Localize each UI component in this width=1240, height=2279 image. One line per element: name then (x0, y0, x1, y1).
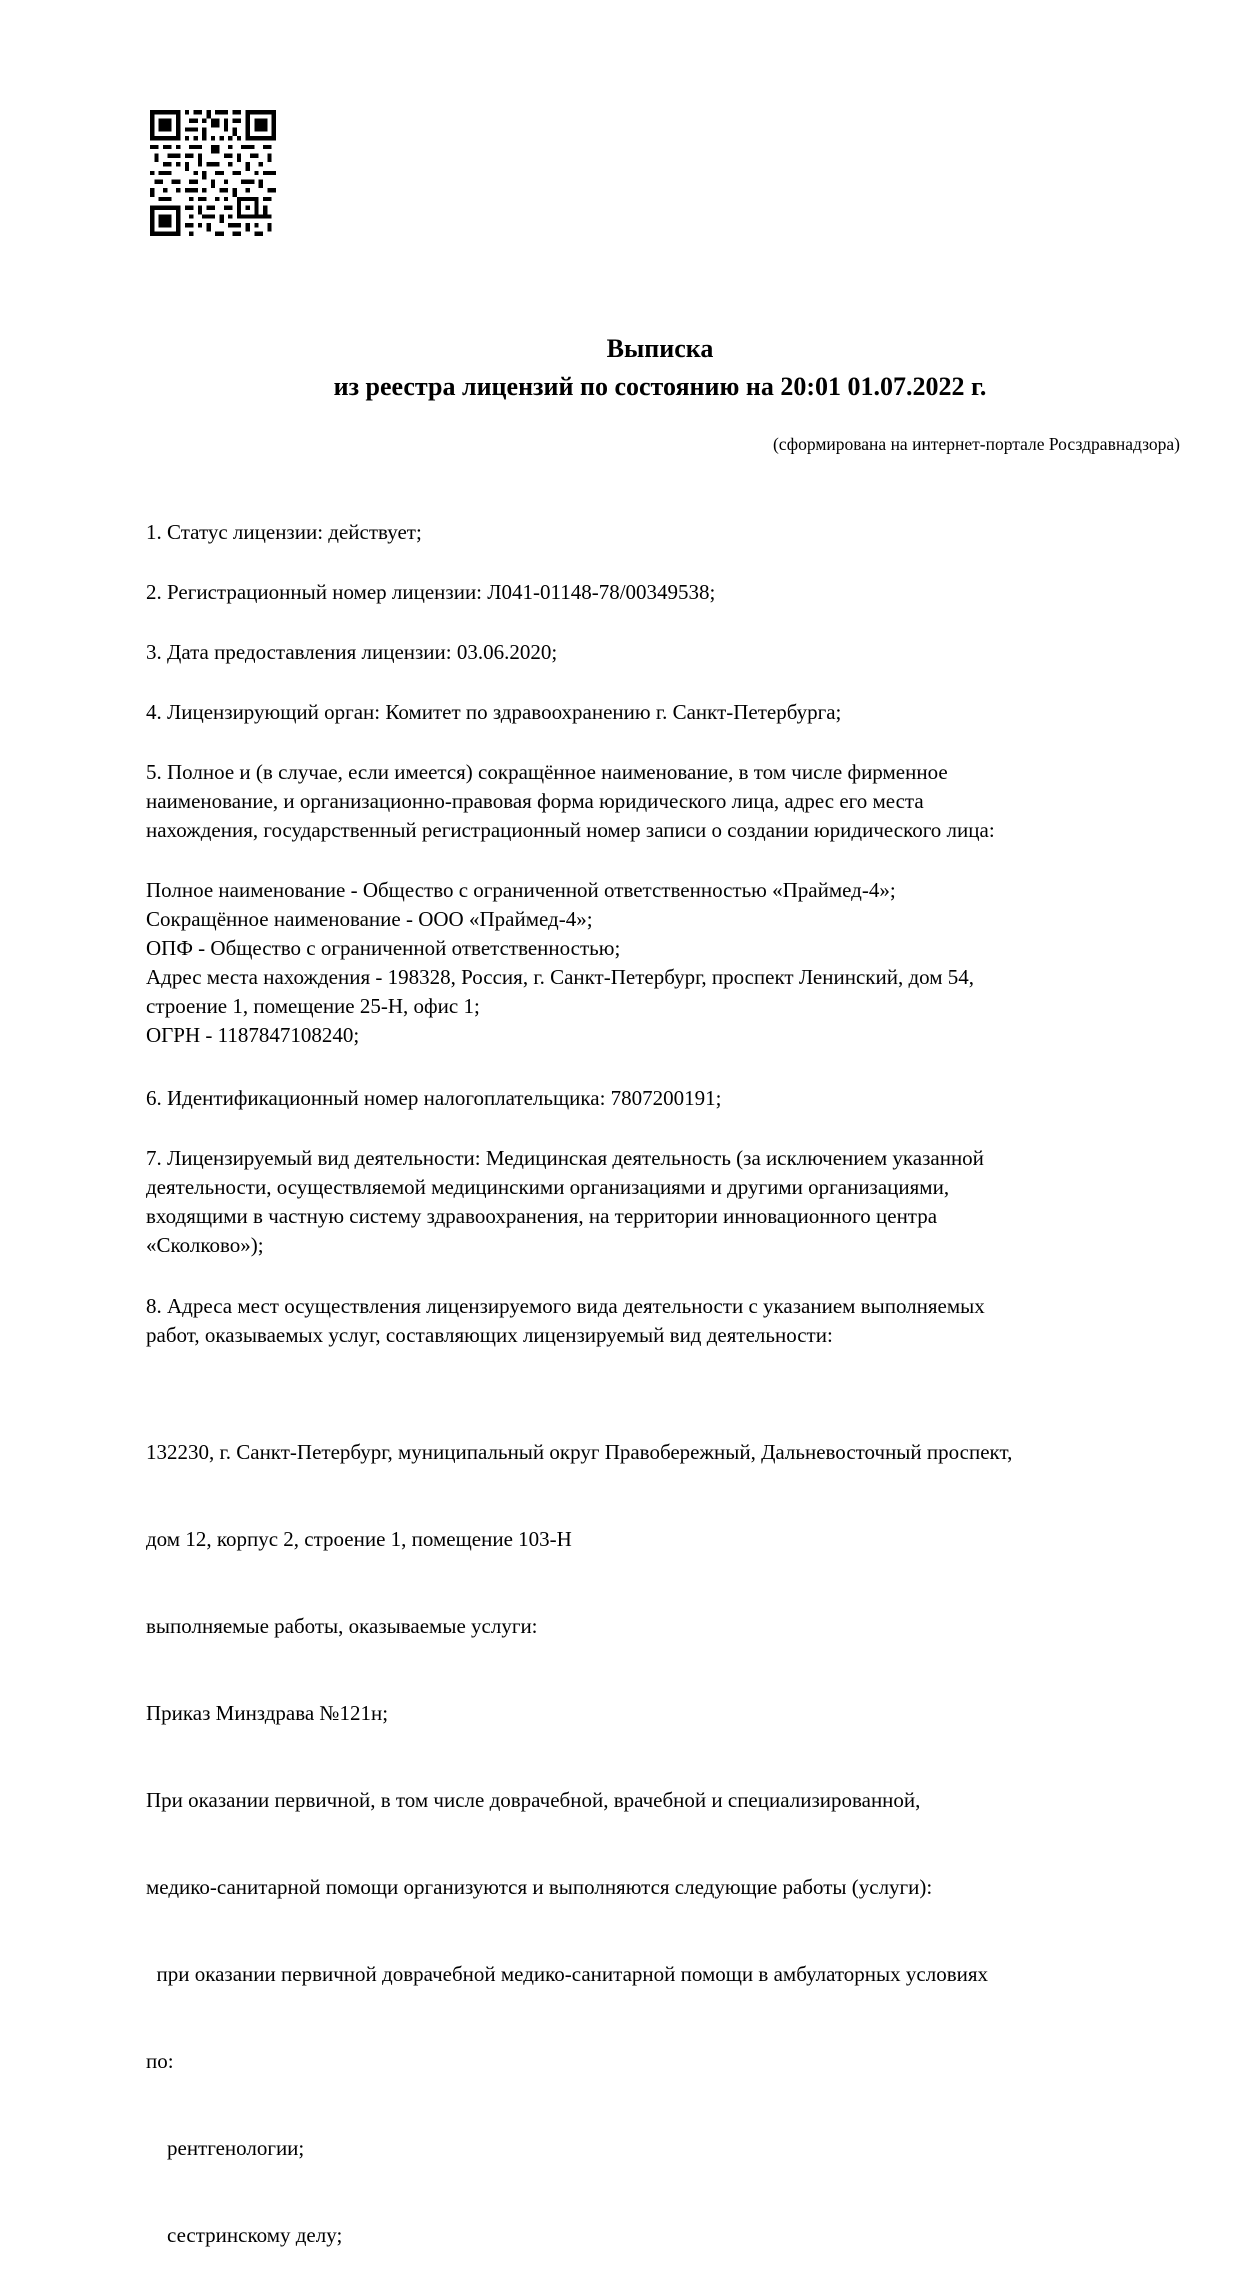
item-activity-addresses (146, 1292, 1186, 1350)
item-2-text: 2. Регистрационный номер лицензии: Л041-01148-78/00349538; (146, 580, 716, 604)
org-ogrn: ОГРН - 1187847108240; (146, 1023, 360, 1047)
item-1-text: 1. Статус лицензии: действует; (146, 520, 422, 544)
address-line: дом 12, корпус 2, строение 1, помещение 103-Н (146, 1527, 572, 1551)
document-title (0, 330, 1240, 406)
order-reference: Приказ Минздрава №121н; (146, 1701, 389, 1725)
item-7-line: «Сколково»); (146, 1233, 264, 1257)
activity-address-details (146, 1380, 1186, 2279)
item-5-line: 5. Полное и (в случае, если имеется) сокращённое наименование, в том числе фирменное (146, 760, 948, 784)
item-7-line: входящими в частную систему здравоохранения, на территории инновационного центра (146, 1204, 938, 1228)
organization-details (146, 876, 1186, 1050)
item-issue-date (146, 638, 1186, 667)
item-organization-heading (146, 758, 1186, 845)
address-line: 132230, г. Санкт-Петербург, муниципальный округ Правобережный, Дальневосточный проспект, (146, 1440, 1013, 1464)
item-license-status (146, 518, 1186, 547)
item-7-line: 7. Лицензируемый вид деятельности: Медицинская деятельность (за исключением указанной (146, 1146, 984, 1170)
item-5-line: наименование, и организационно-правовая форма юридического лица, адрес его места (146, 789, 924, 813)
source-note: (сформирована на интернет-портале Росздравнадзора) (772, 434, 1180, 454)
item-4-text: 4. Лицензирующий орган: Комитет по здравоохранению г. Санкт-Петербурга; (146, 700, 842, 724)
org-address: Адрес места нахождения - 198328, Россия, г. Санкт-Петербург, проспект Ленинский, дом 54, (146, 965, 975, 989)
services-line: по: (146, 2049, 174, 2073)
service-item: сестринскому делу; (146, 2223, 343, 2247)
org-address-cont: строение 1, помещение 25-Н, офис 1; (146, 994, 480, 1018)
item-licensing-authority (146, 698, 1186, 727)
item-8-line: работ, оказываемых услуг, составляющих лицензируемый вид деятельности: (146, 1323, 833, 1347)
item-6-text: 6. Идентификационный номер налогоплательщика: 7807200191; (146, 1086, 722, 1110)
service-item: рентгенологии; (146, 2136, 305, 2160)
org-short-name: Сокращённое наименование - ООО «Праймед-4»; (146, 907, 593, 931)
item-registration-number (146, 578, 1186, 607)
item-7-line: деятельности, осуществляемой медицинскими организациями и другими организациями, (146, 1175, 950, 1199)
title-line-1: Выписка (606, 334, 714, 363)
qr-code (150, 110, 276, 236)
item-3-text: 3. Дата предоставления лицензии: 03.06.2020; (146, 640, 558, 664)
item-inn (146, 1084, 1186, 1113)
services-line: При оказании первичной, в том числе доврачебной, врачебной и специализированной, (146, 1788, 921, 1812)
services-line: при оказании первичной доврачебной медико-санитарной помощи в амбулаторных условиях (146, 1962, 989, 1986)
item-8-line: 8. Адреса мест осуществления лицензируемого вида деятельности с указанием выполняемых (146, 1294, 985, 1318)
org-full-name: Полное наименование - Общество с ограниченной ответственностью «Праймед-4»; (146, 878, 896, 902)
services-line: медико-санитарной помощи организуются и выполняются следующие работы (услуги): (146, 1875, 933, 1899)
item-5-line: нахождения, государственный регистрационный номер записи о создании юридического лица: (146, 818, 995, 842)
org-legal-form: ОПФ - Общество с ограниченной ответственностью; (146, 936, 621, 960)
services-heading: выполняемые работы, оказываемые услуги: (146, 1614, 538, 1638)
title-line-2: из реестра лицензий по состоянию на 20:01 01.07.2022 г. (333, 372, 987, 401)
item-activity-type (146, 1144, 1186, 1260)
